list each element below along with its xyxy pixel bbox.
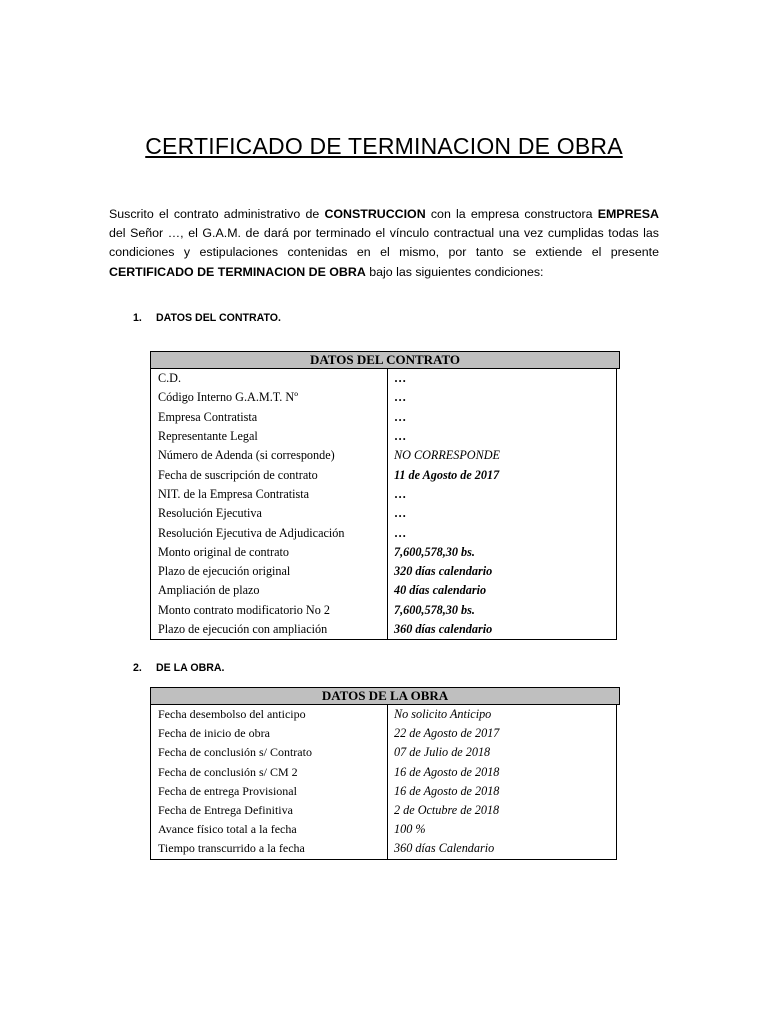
row-label: Fecha de suscripción de contrato xyxy=(158,467,318,482)
row-value: … xyxy=(394,390,407,405)
row-value: 2 de Octubre de 2018 xyxy=(394,803,500,818)
row-label: Fecha de conclusión s/ Contrato xyxy=(158,745,312,760)
row-value: 320 días calendario xyxy=(394,564,493,579)
row-label: Fecha de conclusión s/ CM 2 xyxy=(158,764,298,779)
row-value: 16 de Agosto de 2018 xyxy=(394,764,500,779)
table-row xyxy=(151,581,616,600)
row-label: Tiempo transcurrido a la fecha xyxy=(158,841,305,856)
row-value: … xyxy=(394,525,407,540)
intro-bold-3: CERTIFICADO DE TERMINACION DE OBRA xyxy=(109,264,366,279)
row-label: Resolución Ejecutiva xyxy=(158,506,262,521)
table-row xyxy=(151,743,616,762)
table-row xyxy=(151,427,616,446)
row-value: … xyxy=(394,409,407,424)
table-row xyxy=(151,801,616,820)
row-value: … xyxy=(394,371,407,386)
intro-text-2: con la empresa constructora xyxy=(425,207,598,221)
table-body xyxy=(151,705,616,859)
obra-data-table xyxy=(150,687,617,860)
section-label: DE LA OBRA. xyxy=(156,662,225,674)
intro-bold-1: CONSTRUCCION xyxy=(324,207,426,221)
intro-paragraph xyxy=(109,205,659,282)
table-row xyxy=(151,620,616,639)
table-row xyxy=(151,523,616,542)
row-label: Monto contrato modificatorio No 2 xyxy=(158,602,330,617)
table-row xyxy=(151,388,616,407)
row-label: Fecha de entrega Provisional xyxy=(158,783,297,798)
row-label: Representante Legal xyxy=(158,429,258,444)
row-label: Monto original de contrato xyxy=(158,544,289,559)
row-value: 7,600,578,30 bs. xyxy=(394,602,475,617)
intro-bold-2: EMPRESA xyxy=(597,207,659,221)
row-value: 22 de Agosto de 2017 xyxy=(394,726,500,741)
table-row xyxy=(151,504,616,523)
table-row xyxy=(151,543,616,562)
row-label: C.D. xyxy=(158,371,182,386)
row-value: 100 % xyxy=(394,822,426,837)
row-label: Resolución Ejecutiva de Adjudicación xyxy=(158,525,345,540)
table-row xyxy=(151,465,616,484)
intro-text-3: del Señor …, el G.A.M. de dará por terminado el vínculo contractual una vez cumplidas todas las condiciones y estipulaciones contenidas en el mismo, por tanto se extiende el presente xyxy=(109,226,659,260)
row-value: 16 de Agosto de 2018 xyxy=(394,783,500,798)
row-label: Código Interno G.A.M.T. Nº xyxy=(158,390,298,405)
table-row xyxy=(151,562,616,581)
row-value: 360 días calendario xyxy=(394,622,493,636)
row-label: Fecha de Entrega Definitiva xyxy=(158,803,293,818)
row-label: Número de Adenda (si corresponde) xyxy=(158,448,335,463)
row-label: Fecha desembolso del anticipo xyxy=(158,707,306,722)
row-value: 11 de Agosto de 2017 xyxy=(394,467,500,482)
table-row xyxy=(151,724,616,743)
intro-text-1: Suscrito el contrato administrativo de xyxy=(109,207,325,221)
row-value: … xyxy=(394,506,407,521)
row-value: No solicito Anticipo xyxy=(394,707,492,722)
page-title: CERTIFICADO DE TERMINACION DE OBRA xyxy=(145,133,623,159)
row-label: Fecha de inicio de obra xyxy=(158,726,270,741)
table-header: DATOS DE LA OBRA xyxy=(150,687,620,705)
table-header: DATOS DEL CONTRATO xyxy=(150,351,620,369)
section-number: 2. xyxy=(133,662,142,674)
table-row xyxy=(151,763,616,782)
row-value: … xyxy=(394,486,407,501)
row-value: NO CORRESPONDE xyxy=(394,448,500,463)
row-label: Plazo de ejecución con ampliación xyxy=(158,622,328,636)
section-number: 1. xyxy=(133,312,142,324)
table-row xyxy=(151,820,616,839)
table-row xyxy=(151,369,616,388)
table-row xyxy=(151,485,616,504)
table-row xyxy=(151,839,616,858)
row-label: Plazo de ejecución original xyxy=(158,564,291,579)
row-value: 360 días Calendario xyxy=(394,841,495,856)
table-row xyxy=(151,408,616,427)
table-row xyxy=(151,601,616,620)
section-label: DATOS DEL CONTRATO. xyxy=(156,312,281,324)
table-row xyxy=(151,705,616,724)
row-value: … xyxy=(394,429,407,444)
section-heading-obra xyxy=(133,662,224,674)
section-heading-contrato xyxy=(133,312,281,324)
intro-text-4: bajo las siguientes condiciones: xyxy=(365,264,544,279)
row-label: NIT. de la Empresa Contratista xyxy=(158,486,310,501)
row-value: 07 de Julio de 2018 xyxy=(394,745,491,760)
row-label: Empresa Contratista xyxy=(158,409,258,424)
row-value: 7,600,578,30 bs. xyxy=(394,544,475,559)
table-row xyxy=(151,782,616,801)
row-label: Ampliación de plazo xyxy=(158,583,260,598)
table-body xyxy=(151,369,616,639)
table-row xyxy=(151,446,616,465)
row-label: Avance físico total a la fecha xyxy=(158,822,297,837)
row-value: 40 días calendario xyxy=(394,583,487,598)
contract-data-table xyxy=(150,351,617,640)
